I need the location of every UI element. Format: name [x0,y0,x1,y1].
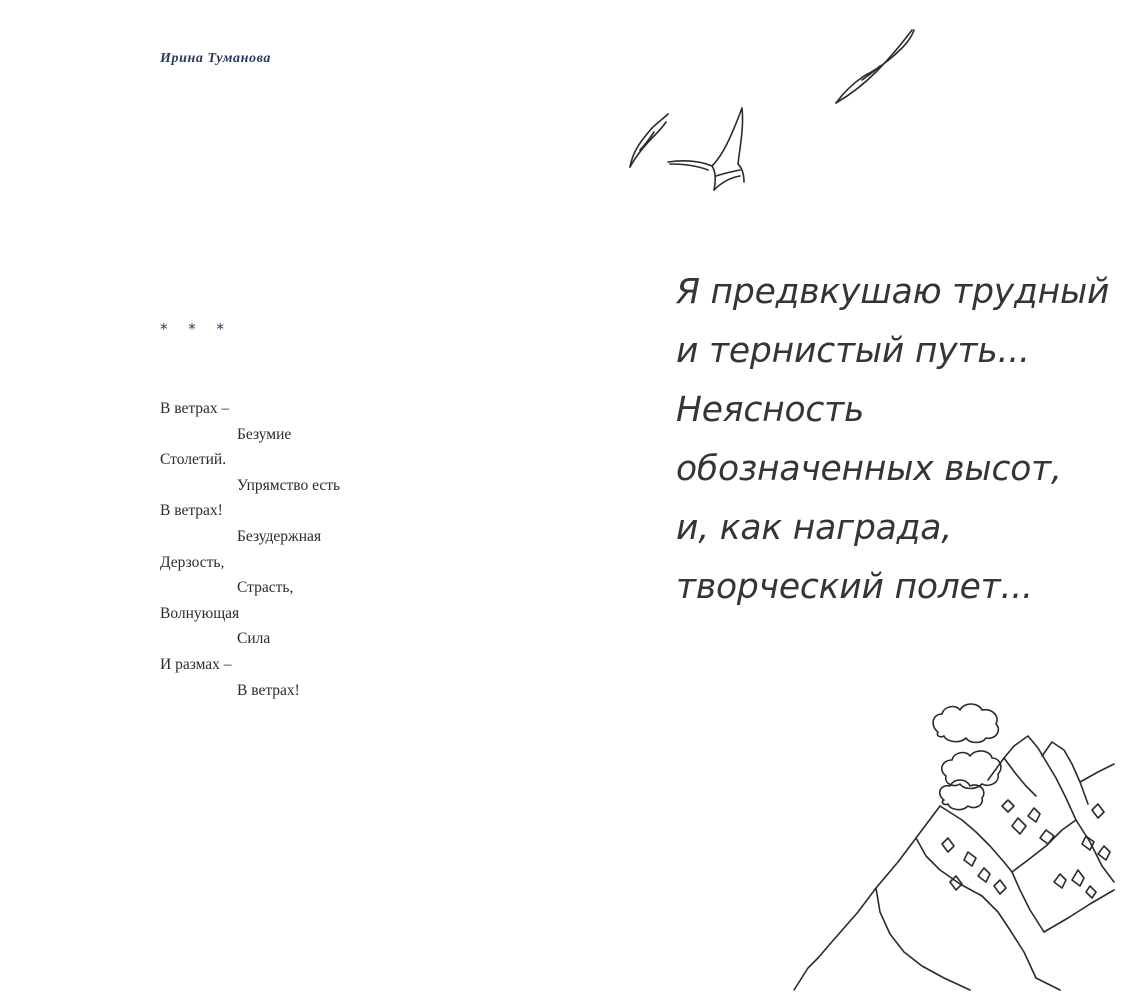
poem-separator: * * * [160,320,233,338]
poem-line: Сила [237,630,271,648]
poem-line: Упрямство есть [237,476,341,494]
poem-line: Дерзость, [160,553,225,571]
quote-line: Неясность [676,390,865,430]
quote-line: Я предвкушаю трудный [676,272,1110,312]
poem-line: Столетий. [160,451,227,469]
quote-line: творческий полет... [676,567,1033,607]
quote-line: обозначенных высот, [676,449,1062,489]
mountain-peaks-icon [794,736,1114,990]
poem-line: Безудержная [237,527,322,545]
poem-line: Безумие [237,425,292,443]
quote-line: и, как награда, [676,508,952,548]
poem-line: Волнующая [160,604,240,622]
quote-line: и тернистый путь... [676,331,1030,371]
poem-line: И размах – [160,655,232,673]
cloud-middle-icon [942,751,1001,789]
cloud-lower-icon [940,780,984,810]
poem-line: Страсть, [237,579,294,597]
author-name: Ирина Туманова [160,51,271,66]
cloud-top-icon [933,704,998,743]
poem-line: В ветрах! [237,681,300,699]
rock-marks-icon [942,800,1110,898]
poem-line: В ветрах! [160,502,223,520]
poem-line: В ветрах – [160,400,230,417]
